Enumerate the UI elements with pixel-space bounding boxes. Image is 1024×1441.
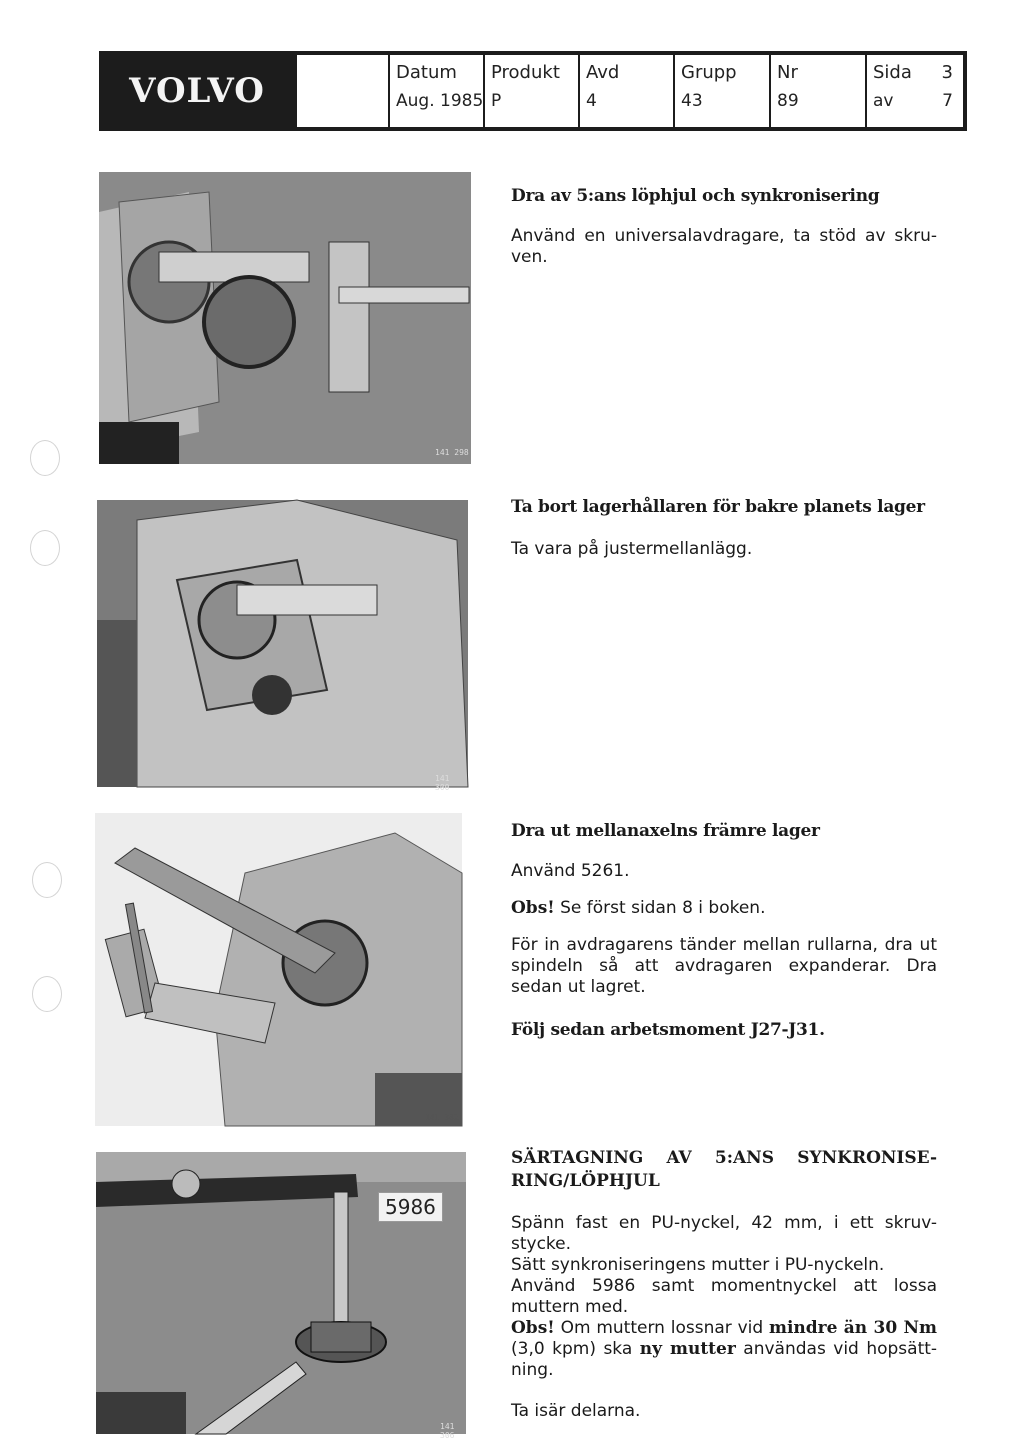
produkt-value: P <box>491 91 502 111</box>
photo-intermediate-shaft-bearing <box>95 813 462 1126</box>
binder-hole <box>32 976 62 1012</box>
section-3-text <box>511 821 937 1040</box>
binder-hole <box>30 530 60 566</box>
binder-hole <box>32 862 62 898</box>
produkt-label: Produkt <box>491 62 560 83</box>
bearing-holder-illustration <box>97 500 468 787</box>
header-datum-cell <box>390 55 483 127</box>
section-4-final: Ta isär delarna. <box>511 1401 641 1421</box>
section-4-obs <box>511 1318 937 1381</box>
header-blank-cell <box>297 55 388 127</box>
obs-mid: (3,0 kpm) ska <box>511 1339 633 1359</box>
section-4-heading-line1: SÄRTAGNING AV 5:ANS SYNKRONISE- <box>511 1148 937 1168</box>
section-3-follow: Följ sedan arbetsmoment J27-J31. <box>511 1020 825 1040</box>
section-3-obs <box>511 898 937 919</box>
photo-reference-number: 141 306 <box>440 1422 455 1440</box>
nr-value: 89 <box>777 91 799 111</box>
header-avd-cell <box>580 55 673 127</box>
section-4-para3: Använd 5986 samt momentnyckel att lossa muttern med. <box>511 1276 937 1317</box>
avd-label: Avd <box>586 62 620 83</box>
grupp-value: 43 <box>681 91 703 111</box>
section-4-para1: Spänn fast en PU-nyckel, 42 mm, i ett skruv-stycke. <box>511 1213 937 1254</box>
section-3-line1: Använd 5261. <box>511 861 630 881</box>
section-4-para2: Sätt synkroniseringens mutter i PU-nyckeln. <box>511 1255 885 1275</box>
avd-value: 4 <box>586 91 597 111</box>
photo-reference-number: 141 300 <box>435 774 450 792</box>
sida-label: Sida <box>873 62 912 83</box>
grupp-label: Grupp <box>681 62 737 83</box>
photo-reference-number: 141 302 <box>425 1113 459 1122</box>
datum-label: Datum <box>396 62 457 83</box>
section-4-heading-line2: RING/LÖPHJUL <box>511 1171 660 1191</box>
nr-label: Nr <box>777 62 798 83</box>
photo-synchronizer-disassembly <box>96 1152 466 1440</box>
obs-label: Obs! <box>511 898 555 918</box>
av-label: av <box>873 91 894 111</box>
tool-5986-label: 5986 <box>378 1192 443 1222</box>
obs-label: Obs! <box>511 1318 555 1338</box>
obs-pre: Om muttern lossnar vid <box>560 1318 764 1338</box>
photo-bearing-holder <box>97 500 468 792</box>
header-grupp-cell <box>675 55 769 127</box>
section-3-body: För in avdragarens tänder mellan rullarna, dra ut spindeln så att avdragaren expanderar. Dra sedan ut lagret. <box>511 935 937 997</box>
section-4-text <box>511 1147 937 1422</box>
datum-value: Aug. 1985 <box>396 91 484 111</box>
section-1-heading: Dra av 5:ans löphjul och synkronisering <box>511 186 880 206</box>
av-row <box>873 87 957 115</box>
photo-reference-number: 141 298 <box>435 448 469 457</box>
sida-value: 3 <box>941 62 953 83</box>
binder-hole <box>30 440 60 476</box>
header-nr-cell <box>771 55 865 127</box>
volvo-logo: VOLVO <box>129 71 265 111</box>
section-2-body: Ta vara på justermellanlägg. <box>511 539 753 559</box>
document-header <box>99 51 967 131</box>
obs-bold-torque: mindre än 30 Nm <box>768 1318 938 1338</box>
header-sida-cell <box>867 55 963 127</box>
header-produkt-cell <box>485 55 578 127</box>
sida-row <box>873 59 957 87</box>
gearbox-puller-illustration <box>99 172 471 464</box>
av-value: 7 <box>942 91 953 111</box>
photo-puller-synchronizer <box>99 172 471 464</box>
shaft-bearing-puller-illustration <box>95 813 462 1126</box>
section-1-text <box>511 186 937 268</box>
section-2-heading: Ta bort lagerhållaren för bakre planets lager <box>511 497 925 517</box>
obs-text: Se först sidan 8 i boken. <box>560 898 766 918</box>
obs-post: användas vid hopsätt-ning. <box>511 1339 938 1380</box>
section-3-heading: Dra ut mellanaxelns främre lager <box>511 821 820 841</box>
section-1-body: Använd en universalavdragare, ta stöd av skru-ven. <box>511 226 937 267</box>
obs-bold-new-nut: ny mutter <box>639 1339 736 1359</box>
section-2-text <box>511 497 937 560</box>
